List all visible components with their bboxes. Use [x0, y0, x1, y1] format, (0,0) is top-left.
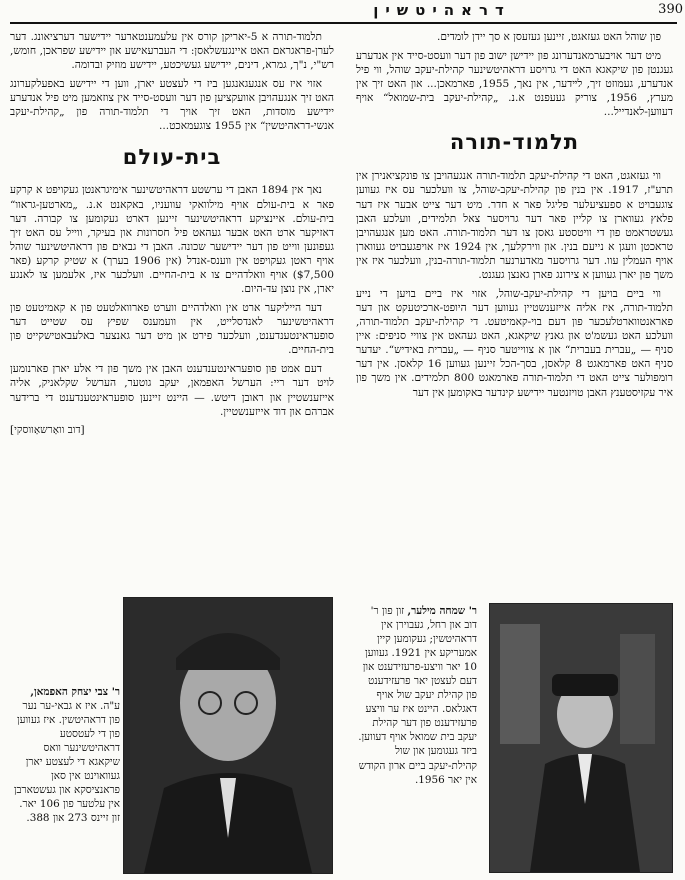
- caption-name: ר' שמחה מילער,: [407, 605, 477, 617]
- portrait-photo-simcha-miller: [489, 603, 673, 873]
- caption-text: ע"ה. איז א גבאי-ער נער פון דראהיטשין. איז געווען פון די לעטסטע דראהיטשינער וואס שיקאגא די לעצטע יארן געוואוינט אין סאן פראנציסקא און געשטארבן אין עלטער פון 106 יאר. זון זיינס 273 און 388.: [13, 700, 120, 825]
- page-header: [10, 0, 677, 24]
- paragraph: ווי ביים בויען די קהילת-יעקב-שוהל, אזוי איז ביים בויען די נייע תלמוד-תורה, איז אליה אייזענשטיין געווען דער היופט-ארכיטעקט און דער פאראנטווארטלעכער פון דעם בוי-קאמיטעט. די קהילת-יעקב תלמוד-תורה, וועלכע האט געשמ'ט און גאנץ שיקאגא, האט געהאט אין צוויי סניפים: איין סניף — „עברית בעברית“ און א צווייטער סניף — „עברית באידיש“. יעדער סניף האט פארמאגט 8 קלאסן, בסך-הכל זיינען געווען 16 קלאסן. אין דער רומפולער צייט האט די תלמוד-תורה פארמאגט 800 תלמידים. אין משך פון איר עקזיסטענץ האבן טויזנטער יידישע קינדער באקומען אין דער: [356, 288, 674, 399]
- photo-caption-right: [357, 604, 477, 787]
- paragraph: תלמוד-תורה א 5-יאריקן קורס אין עלעמענטארער יידישער דערציאונג. דער לערן-פראגראם האט איינגעשלאסן: די העברעאישע און יידישע שפראכן, חומש, רש"י, נ"ך, גמרא, דינים, יידישע געשיכטע, יידישע מוזיק ובדומה.: [10, 31, 334, 72]
- section-heading-talmud-torah: תלמוד-תורה: [449, 130, 580, 155]
- left-column: [10, 30, 334, 438]
- paragraph: פון שוהל האט געזאגט, זיינען געזעסן א סך יידן לומדים.: [437, 31, 661, 43]
- section-heading-cemetery: בית-עולם: [122, 144, 222, 169]
- running-title: דראהיטשין: [373, 1, 511, 19]
- paragraph: אזוי איז עס אנגעגאנגען ביז די לעצטע יארן, ווען די יידישע באפעלקערונג האט זיך אנגעהויבן אוועקציען פון דער וועסט-סייד אין צוזאמען מיט פיל אנדערע יידישע מוסדות, האט זיך אויך די תלמוד-תורה פון „קהילת-יעקב אנשי-דראהיטשין“ אין 1955 צוגעמאכט...: [10, 78, 334, 133]
- paragraph: מיט דער אויבערמאנדערונג פון יידישן ישוב פון דער וועסט-סייד אין אנדערע געגנטן פון שיקאגא האט די גרויסע דראהיטשינער קהילת-יעקב שוהל, ווי פיל אנדערע, געמוזט זיך, לײדער, אין נאך, 1955, פארמאכן... און האט זיך אין מערץ, 1956, צוריק געעפנט א.נ. „קהילת-יעקב בית-שמואל“ אויף דעווען-לאנדייל...: [356, 50, 674, 119]
- portrait-photo-icon: [490, 604, 672, 872]
- paragraph: ווי געזאגט, האט די קהילת-יעקב תלמוד-תורה אנגעהויבן צו פונקציאנירן אין תרע"ז, 1917. אין בנין פון קהילת-יעקב-שוהל, צו וועלכער עס איז געווען צוגעבויט א ספעציעלער פליגל פאר א חדר. מיט דער צייט אבער איז דער פלאץ געווארן צו קליין פאר דער גרויסער צאל תלמידים, וועלכע האבן געשטראמט פון די וויטסטע גאסן צו דער תלמוד-תורה. האט מען אנגעהויבן טראכטן וועגן א נייעם בנין. און ווירקלעך, אין 1924 איז אויפגעבויט געווארן אויף העמלין עוו. דער גרויסער מאדערנער תלמוד-תורה-בנין, וועלכער איז אין משך פון יארן געווען א צירונג פארן גאנצן געגנט.: [356, 170, 673, 281]
- caption-name: ר' צבי יצחק האפמאן,: [30, 686, 120, 698]
- paragraph: דעם אמט פון סופעראינטענדענט האבן אין משך פון די אלע יארן פארנומען לויט דער ריי: הערשל האפמאן, יעקב גוטער, הערשל שקלאניק, אליה אייזענשטיין און ראובן דיטש. — היינט זיינען סופעראינטענדענט די ברידער אברהם און דוד אייזענשטיין.: [10, 363, 334, 418]
- author-byline: [דוב וואַרשאַווסקי]: [10, 423, 85, 436]
- caption-text: זון פון ר' דוב און רחל, געבוירן אין דראהיטשין; געקומען קיין אמעריקע אין 1921. געווען 10 יאר וויצע-פרעזידענט און דעם לעצטן יאר פרעזידענט פון קהילת יעקב שול אויף דאגלאס. היינט איז ער וויצע פרעזידענט פון דער קהילת יעקב בית שמואל אויף דעווען. ביזד געגומען און שול קהילת-יעקב ביים ארון הקודש אין יאר 1956.: [358, 605, 477, 786]
- paragraph: דער הייליקער ארט אין וואלדהיים ווערט פארוואלטעט פון א קאמיטעט פון דראהיטשינער לאנדסלייט, אין וועמענס שפיץ עס שטייט דער סופעראינטענדענט, וועלכער פירט אן מיט דער גאנצער באלעבאטישקייט פון בית-החיים.: [10, 302, 334, 357]
- portrait-photo-icon: [124, 598, 332, 873]
- right-column: [356, 30, 673, 405]
- page-number: 390: [658, 2, 683, 17]
- portrait-photo-tzvi-hoffman: [123, 597, 333, 874]
- paragraph: נאך אין 1894 האבן די ערשטע דראהיטשינער אימיגראנטן געקויפט א קרקע פאר א בית-עולם אויף מילוואקי עוועניו, באקאנט א.נ. „מארטען-גראוו“ בית-עולם. איינציקע דראהיטשינער זיינען דארט געקומען צו קבורה. דער דאזיקער ארט האט אבער געהאט פיל חסרונות און בעיקר, ווייל עס האט זיך געפונען ווייט פון דער יידישער שכונה. האבן די גבאים פון דראהיטשינער שוהל אויף ראטן געקויפט אין ווענס-אנדל (אין 1906 בערך) א שטיק קרקע (פאר $7,500) אויף וואלדהיים צו א בית-החיים. וועלכער איז, אלעמען צו לאנגע יארן, אין נוצן עד-היום.: [10, 184, 335, 296]
- photo-caption-left: [10, 685, 120, 825]
